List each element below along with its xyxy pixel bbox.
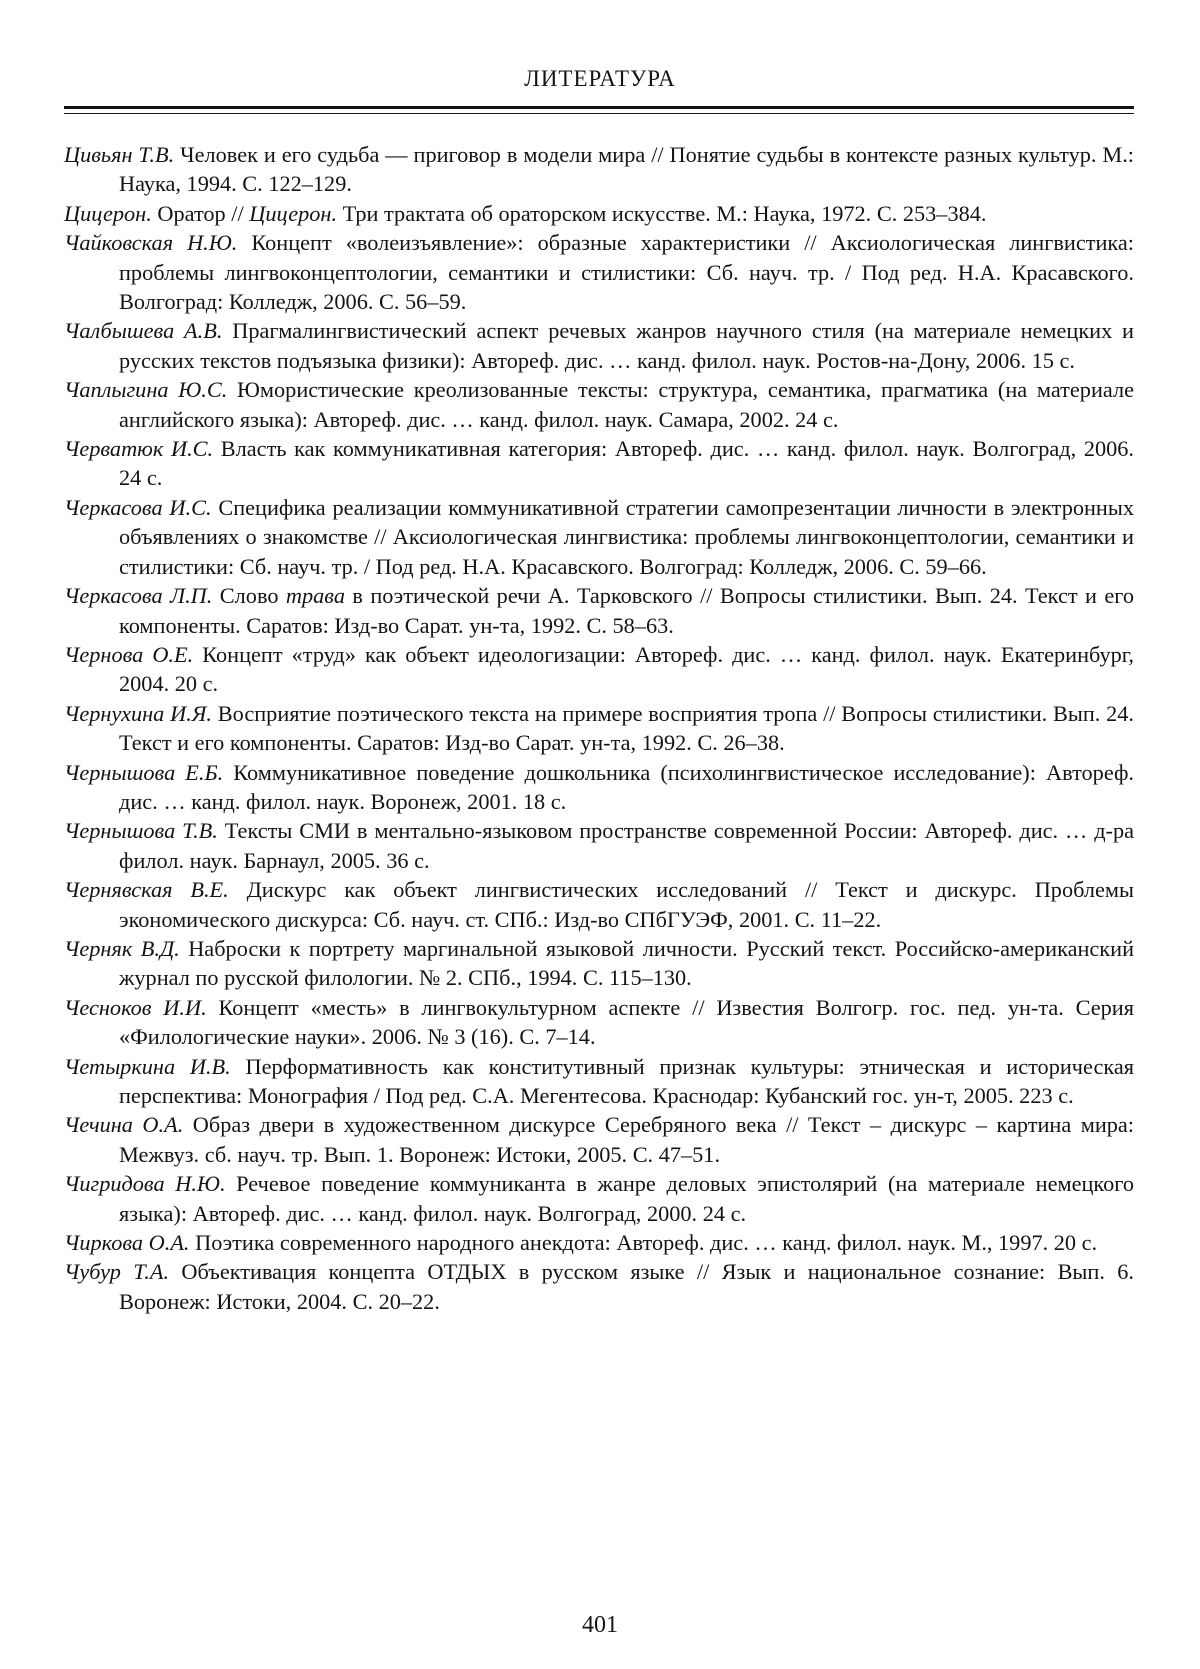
- entry-author: Черкасова Л.П.: [64, 583, 213, 609]
- entry-author: Чайковская Н.Ю.: [64, 230, 238, 256]
- entry-author: Чернявская В.Е.: [64, 877, 229, 903]
- bibliography-entry: [64, 316, 1134, 375]
- running-header: ЛИТЕРАТУРА: [524, 66, 676, 91]
- entry-author: Чернышова Т.В.: [64, 818, 218, 844]
- bibliography-entry: [64, 493, 1134, 581]
- entry-author: Чечина О.А.: [64, 1112, 184, 1138]
- bibliography-entry: [64, 434, 1134, 493]
- entry-author: Черкасова И.С.: [64, 494, 212, 520]
- page-number: 401: [582, 1612, 618, 1638]
- entry-text: Специфика реализации коммуникативной стратегии самопрезентации личности в электронных объявлениях о знакомстве // Аксиологическая лингвистика: проблемы лингвоконцептологии, семантики и стилистики: Сб. науч. тр. / Под ред. Н.А. Красавского. Волгоград: Колледж, 2006. С. 59–66.: [119, 494, 1134, 579]
- bibliography-entry: [64, 758, 1134, 817]
- entry-author: Чесноков И.И.: [64, 994, 207, 1020]
- entry-author: Цивьян Т.В.: [64, 142, 175, 167]
- bibliography-list: [64, 140, 1134, 1316]
- entry-author: Цицерон.: [64, 200, 152, 226]
- entry-text: Тексты СМИ в ментально-языковом пространстве современной России: Автореф. дис. … д-ра филол. наук. Барнаул, 2005. 36 с.: [119, 818, 1135, 873]
- entry-text: Юмористические креолизованные тексты: структура, семантика, прагматика (на материале английского языка): Автореф. дис. … канд. филол. наук. Самара, 2002. 24 с.: [119, 377, 1134, 432]
- bibliography-entry: [64, 1257, 1134, 1316]
- entry-text: Прагмалингвистический аспект речевых жанров научного стиля (на материале немецких и русских текстов подъязыка физики): Автореф. дис. … канд. филол. наук. Ростов-на-Дону, 2006. 15 с.: [119, 318, 1134, 373]
- bibliography-entry: [64, 581, 1134, 640]
- bibliography-entry: [64, 1110, 1134, 1169]
- bibliography-entry: [64, 140, 1134, 199]
- entry-author: Чернухина И.Я.: [64, 700, 212, 726]
- entry-text: Оратор //: [151, 200, 250, 226]
- bibliography-entry: [64, 1228, 1134, 1257]
- bibliography-entry: [64, 199, 1134, 228]
- entry-text: Дискурс как объект лингвистических исследований // Текст и дискурс. Проблемы экономического дискурса: Сб. науч. ст. СПб.: Изд-во СПбГУЭФ, 2001. С. 11–22.: [119, 877, 1135, 932]
- entry-italic-word: трава: [285, 583, 345, 609]
- entry-text: Наброски к портрету маргинальной языковой личности. Русский текст. Российско-американский журнал по русской филологии. № 2. СПб., 1994. С. 115–130.: [119, 935, 1135, 991]
- bibliography-entry: [64, 699, 1134, 758]
- entry-text: Человек и его судьба — приговор в модели мира // Понятие судьбы в контексте разных культур. М.: Наука, 1994. С. 122–129.: [119, 142, 1135, 197]
- entry-text: Речевое поведение коммуниканта в жанре деловых эпистолярий (на материале немецкого языка): Автореф. дис. … канд. филол. наук. Волгоград, 2000. 24 с.: [119, 1171, 1134, 1226]
- bibliography-entry: [64, 875, 1134, 934]
- entry-text: Восприятие поэтического текста на примере восприятия тропа // Вопросы стилистики. Вып. 24. Текст и его компоненты. Саратов: Изд-во Сарат. ун-та, 1992. С. 26–38.: [119, 700, 1134, 756]
- entry-author: Чиркова О.А.: [64, 1230, 190, 1256]
- entry-text: Образ двери в художественном дискурсе Серебряного века // Текст – дискурс – картина мира: Межвуз. сб. науч. тр. Вып. 1. Воронеж: Истоки, 2005. С. 47–51.: [119, 1112, 1135, 1167]
- entry-text-continued: в поэтической речи А. Тарковского // Вопросы стилистики. Вып. 24. Текст и его компоненты. Саратов: Изд-во Сарат. ун-та, 1992. С. 58–63.: [119, 583, 1134, 638]
- entry-text: Власть как коммуникативная категория: Автореф. дис. … канд. филол. наук. Волгоград, 2006. 24 с.: [119, 436, 1134, 491]
- entry-text: Концепт «труд» как объект идеологизации: Автореф. дис. … канд. филол. наук. Екатеринбург, 2004. 20 с.: [119, 641, 1134, 697]
- entry-author-secondary: Цицерон.: [249, 200, 338, 226]
- header-rule-thin: [64, 113, 1134, 114]
- entry-author: Черняк В.Д.: [64, 935, 180, 961]
- header-rule-thick: [64, 106, 1134, 109]
- entry-text: Перформативность как конститутивный признак культуры: этническая и историческая перспектива: Монография / Под ред. С.А. Мегентесова. Краснодар: Кубанский гос. ун-т, 2005. 223 с.: [119, 1053, 1134, 1108]
- bibliography-entry: [64, 375, 1134, 434]
- entry-author: Чигридова Н.Ю.: [64, 1171, 226, 1197]
- bibliography-entry: [64, 993, 1134, 1052]
- entry-author: Четыркина И.В.: [64, 1053, 231, 1079]
- entry-author: Чаплыгина Ю.С.: [64, 377, 228, 403]
- entry-author: Чернова О.Е.: [64, 641, 194, 667]
- entry-author: Черватюк И.С.: [64, 436, 214, 462]
- entry-text: Объективация концепта ОТДЫХ в русском языке // Язык и национальное сознание: Вып. 6. Воронеж: Истоки, 2004. С. 20–22.: [119, 1259, 1135, 1314]
- bibliography-entry: [64, 228, 1134, 316]
- entry-text: Слово: [212, 583, 286, 609]
- bibliography-entry: [64, 816, 1134, 875]
- bibliography-entry: [64, 640, 1134, 699]
- entry-author: Чернышова Е.Б.: [64, 759, 224, 785]
- bibliography-entry: [64, 934, 1134, 993]
- entry-text: Поэтика современного народного анекдота: Автореф. дис. … канд. филол. наук. М., 1997. 20 с.: [189, 1230, 1098, 1256]
- entry-text-continued: Три трактата об ораторском искусстве. М.: Наука, 1972. С. 253–384.: [337, 200, 987, 226]
- entry-text: Концепт «месть» в лингвокультурном аспекте // Известия Волгогр. гос. пед. ун-та. Серия «Филологические науки». 2006. № 3 (16). С. 7–14.: [119, 994, 1134, 1050]
- entry-author: Чалбышева А.В.: [64, 318, 223, 344]
- entry-text: Концепт «волеизъявление»: образные характеристики // Аксиологическая лингвистика: проблемы лингвоконцептологии, семантики и стилистики: Сб. науч. тр. / Под ред. Н.А. Красавского. Волгоград: Колледж, 2006. С. 56–59.: [119, 230, 1134, 315]
- entry-author: Чубур Т.А.: [64, 1259, 170, 1285]
- bibliography-entry: [64, 1169, 1134, 1228]
- entry-text: Коммуникативное поведение дошкольника (психолингвистическое исследование): Автореф. дис. … канд. филол. наук. Воронеж, 2001. 18 с.: [119, 759, 1135, 814]
- bibliography-entry: [64, 1052, 1134, 1111]
